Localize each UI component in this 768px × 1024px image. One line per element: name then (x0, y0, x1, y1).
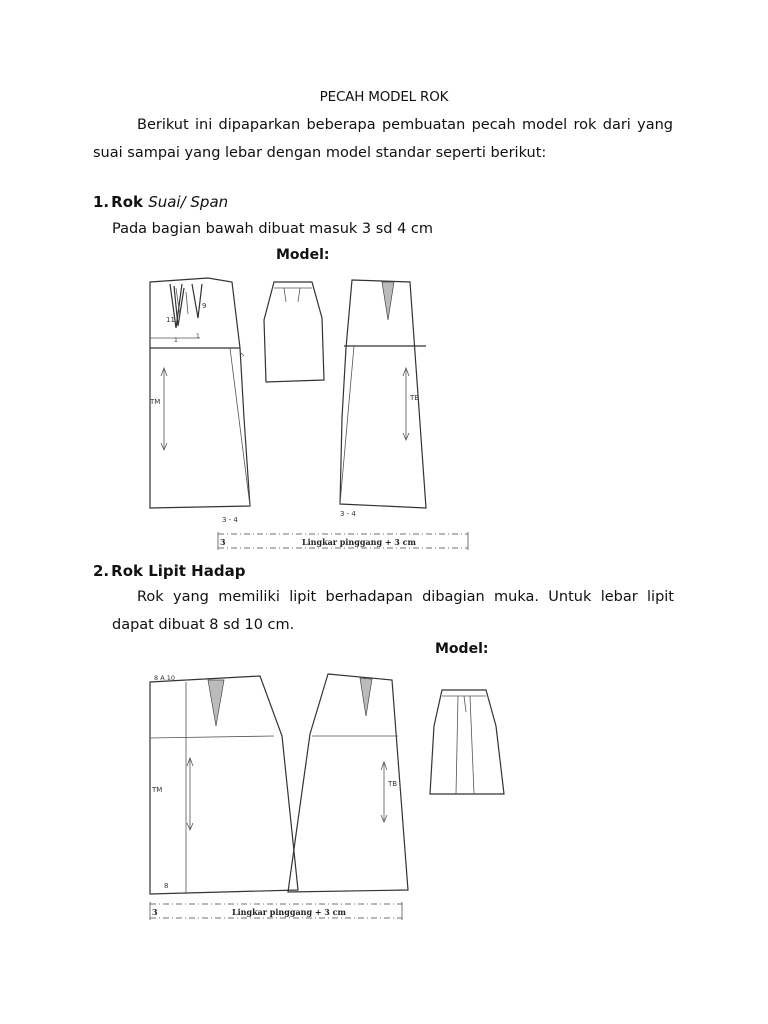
label-9: 9 (202, 302, 207, 310)
caption-prefix-2: 3 (152, 907, 158, 917)
section-2-heading-text: Rok Lipit Hadap (111, 562, 246, 580)
section-1-heading (93, 193, 228, 211)
rok-lipit-front-pattern (150, 676, 298, 894)
label-1b: 1 (196, 333, 200, 340)
intro-paragraph (93, 111, 673, 167)
caption-prefix-1: 3 (220, 537, 226, 547)
rok-suai-model-drawing (264, 282, 324, 382)
label-tb-1: TB (410, 394, 420, 402)
section-1-number: 1. (93, 193, 110, 211)
page-title: PECAH MODEL ROK (319, 89, 449, 105)
label-tm-1: TM (150, 398, 161, 406)
rok-lipit-model-drawing (430, 690, 504, 794)
label-tb-2: TB (388, 780, 398, 788)
section-2-heading (93, 562, 245, 580)
section-2-model-label: Model: (435, 641, 489, 657)
label-3-4-left: 3 - 4 (222, 516, 238, 524)
section-2-paragraph (112, 583, 674, 639)
section-1-model-label: Model: (276, 247, 330, 263)
section-1-pattern-figure (140, 268, 480, 558)
section-1-heading-italic: Suai/ Span (148, 193, 229, 211)
label-1a: 1 (174, 337, 178, 344)
label-8-a-10: 8 A 10 (154, 674, 175, 682)
caption-1: Lingkar pinggang + 3 cm (302, 537, 416, 547)
section-2-text: Rok yang memiliki lipit berhadapan dibagian muka. Untuk lebar lipit dapat dibuat 8 sd 10 cm. (112, 589, 674, 633)
rok-suai-front-pattern (150, 278, 250, 508)
label-3-4-right: 3 - 4 (340, 510, 356, 518)
section-1-text: Pada bagian bawah dibuat masuk 3 sd 4 cm (112, 221, 434, 237)
section-2-number: 2. (93, 562, 110, 580)
section-1-heading-prefix: Rok (111, 193, 149, 211)
label-8: 8 (164, 882, 169, 890)
label-tm-2: TM (152, 786, 163, 794)
section-2-pattern-figure (140, 664, 520, 926)
intro-text: Berikut ini dipaparkan beberapa pembuatan pecah model rok dari yang suai sampai yang lebar dengan model standar seperti berikut: (93, 117, 673, 161)
label-11: 11 (166, 316, 175, 324)
caption-2: Lingkar pinggang + 3 cm (232, 907, 346, 917)
